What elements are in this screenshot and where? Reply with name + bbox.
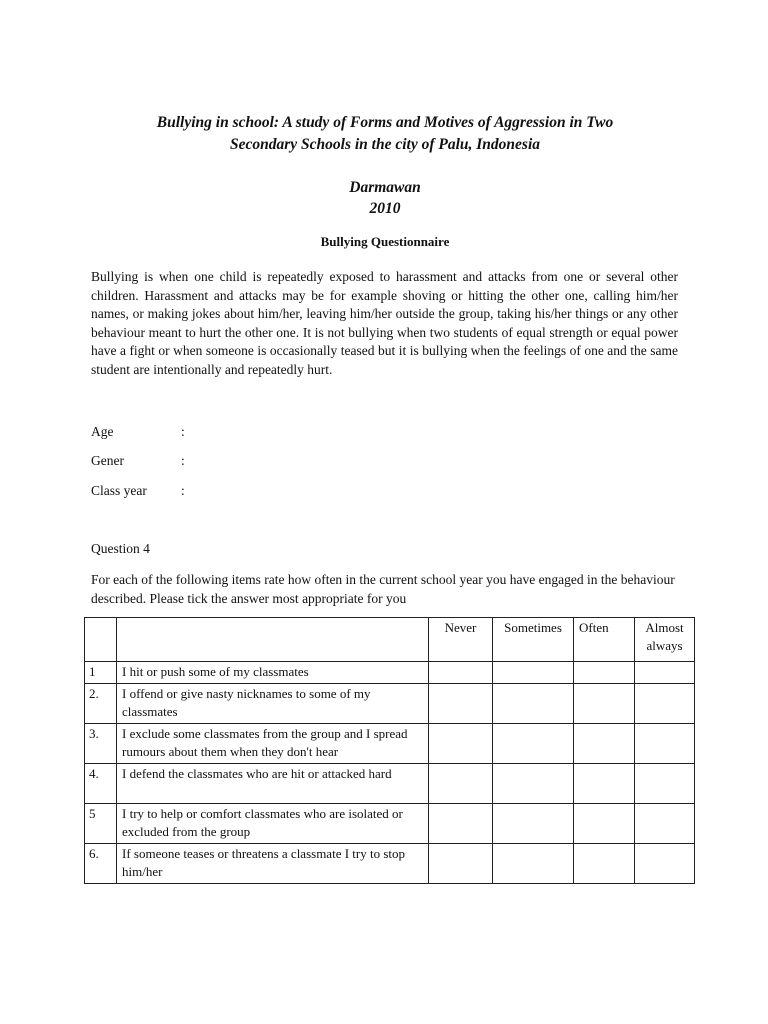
answer-cell-sometimes[interactable] bbox=[493, 804, 574, 844]
answer-cell-often[interactable] bbox=[574, 844, 635, 884]
row-number: 3. bbox=[85, 724, 117, 764]
table-row bbox=[85, 844, 695, 884]
question-instruction: For each of the following items rate how often in the current school year you have engaged in the behaviour described. Please tick the answer most appropriate for you bbox=[91, 572, 675, 606]
row-statement: I offend or give nasty nicknames to some of my classmates bbox=[117, 684, 429, 724]
answer-cell-often[interactable] bbox=[574, 724, 635, 764]
row-number: 2. bbox=[85, 684, 117, 724]
field-separator-class-year: : bbox=[181, 483, 185, 498]
row-number: 5 bbox=[85, 804, 117, 844]
column-header-sometimes: Sometimes bbox=[493, 618, 574, 662]
row-number: 4. bbox=[85, 764, 117, 804]
answer-cell-often[interactable] bbox=[574, 684, 635, 724]
answer-cell-sometimes[interactable] bbox=[493, 724, 574, 764]
answer-cell-never[interactable] bbox=[429, 804, 493, 844]
row-statement: If someone teases or threatens a classmate I try to stop him/her bbox=[117, 844, 429, 884]
answer-cell-almost-always[interactable] bbox=[635, 844, 695, 884]
document-title-line-1: Bullying in school: A study of Forms and Motives of Aggression in Two bbox=[156, 114, 614, 131]
answer-cell-never[interactable] bbox=[429, 662, 493, 684]
answer-cell-almost-always[interactable] bbox=[635, 684, 695, 724]
table-header-row bbox=[85, 618, 695, 662]
table-row bbox=[85, 662, 695, 684]
author-name: Darmawan bbox=[349, 179, 421, 196]
answer-cell-often[interactable] bbox=[574, 764, 635, 804]
row-statement: I exclude some classmates from the group and I spread rumours about them when they don't hear bbox=[117, 724, 429, 764]
column-header-almost-always: Almost always bbox=[635, 618, 695, 662]
answer-cell-never[interactable] bbox=[429, 844, 493, 884]
answer-cell-sometimes[interactable] bbox=[493, 662, 574, 684]
row-statement: I hit or push some of my classmates bbox=[117, 662, 429, 684]
row-statement: I try to help or comfort classmates who are isolated or excluded from the group bbox=[117, 804, 429, 844]
answer-cell-almost-always[interactable] bbox=[635, 764, 695, 804]
field-separator-age: : bbox=[181, 424, 185, 439]
answer-cell-never[interactable] bbox=[429, 724, 493, 764]
field-separator-gener: : bbox=[181, 453, 185, 468]
intro-paragraph: Bullying is when one child is repeatedly exposed to harassment and attacks from one or several other children. Harassment and attacks may be for example shoving or hitting the other one, calling him/her names, or making jokes about him/her, leaving him/her outside the group, taking his/her things or any other behaviour meant to hurt the other one. It is not bullying when two students of equal strength or equal power have a fight or when someone is occasionally teased but it is bullying when the feelings of one and the same student are intentionally and repeatedly hurt. bbox=[91, 269, 678, 377]
header-cell-number bbox=[85, 618, 117, 662]
table-row bbox=[85, 724, 695, 764]
question-heading: Question 4 bbox=[91, 541, 150, 556]
document-title-line-2: Secondary Schools in the city of Palu, Indonesia bbox=[229, 136, 541, 153]
column-header-never: Never bbox=[429, 618, 493, 662]
questionnaire-table bbox=[84, 617, 695, 884]
field-label-class-year: Class year bbox=[91, 483, 147, 498]
answer-cell-almost-always[interactable] bbox=[635, 724, 695, 764]
header-cell-item bbox=[117, 618, 429, 662]
field-label-age: Age bbox=[91, 424, 114, 439]
answer-cell-never[interactable] bbox=[429, 764, 493, 804]
answer-cell-sometimes[interactable] bbox=[493, 844, 574, 884]
answer-cell-almost-always[interactable] bbox=[635, 804, 695, 844]
column-header-often: Often bbox=[574, 618, 635, 662]
answer-cell-sometimes[interactable] bbox=[493, 764, 574, 804]
field-label-gener: Gener bbox=[91, 453, 124, 468]
table-row bbox=[85, 764, 695, 804]
row-number: 6. bbox=[85, 844, 117, 884]
answer-cell-sometimes[interactable] bbox=[493, 684, 574, 724]
table-row bbox=[85, 804, 695, 844]
table-row bbox=[85, 684, 695, 724]
answer-cell-often[interactable] bbox=[574, 662, 635, 684]
answer-cell-almost-always[interactable] bbox=[635, 662, 695, 684]
questionnaire-heading: Bullying Questionnaire bbox=[320, 234, 450, 249]
answer-cell-never[interactable] bbox=[429, 684, 493, 724]
row-statement: I defend the classmates who are hit or attacked hard bbox=[117, 764, 429, 804]
publication-year: 2010 bbox=[369, 200, 401, 217]
answer-cell-often[interactable] bbox=[574, 804, 635, 844]
row-number: 1 bbox=[85, 662, 117, 684]
